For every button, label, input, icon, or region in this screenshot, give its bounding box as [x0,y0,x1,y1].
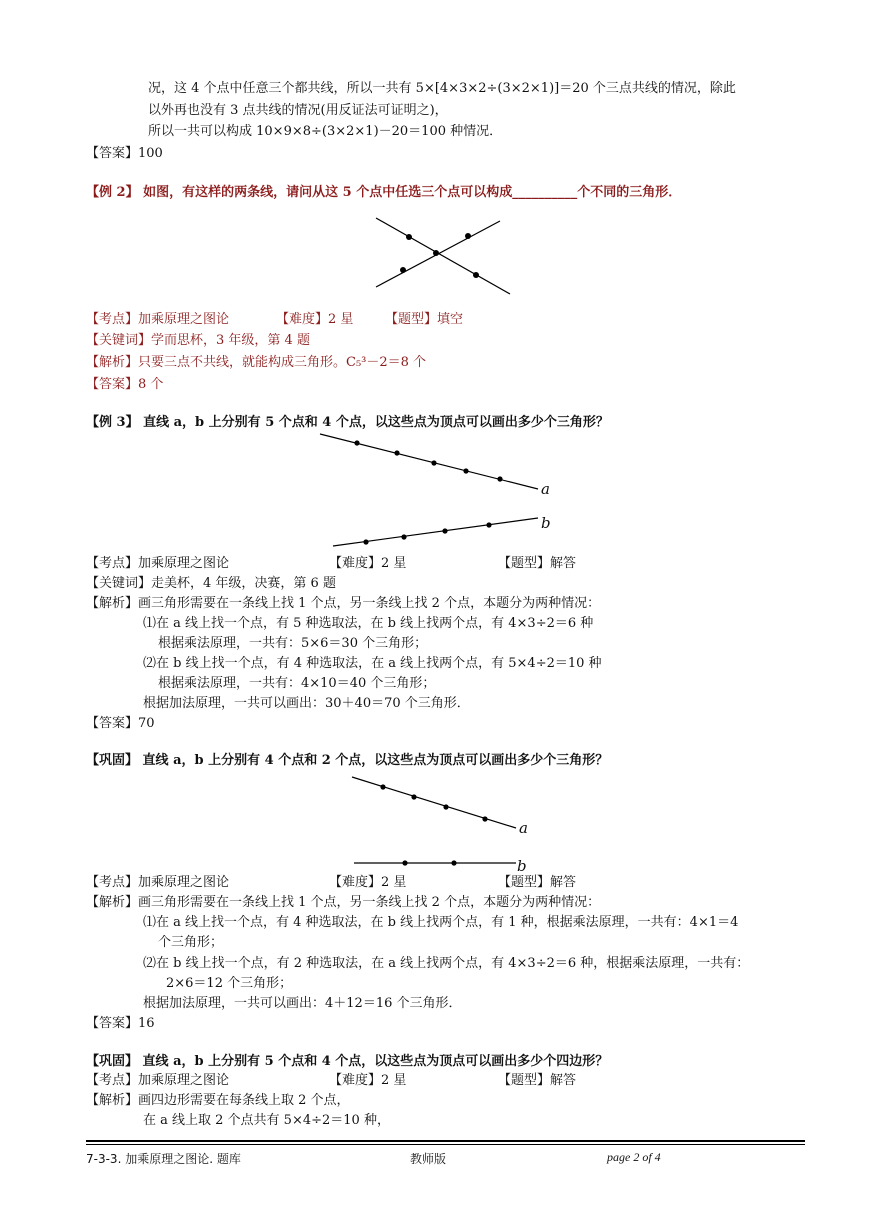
keyword-value: 走美杯，4 年级，决赛，第 6 题 [151,576,336,591]
keyword-tag: 【关键词】 [86,576,152,591]
analysis-line: 个三角形； [158,935,224,950]
answer-row [86,145,163,163]
analysis-text: 只要三点不共线，就能构成三角形。C₅³－2＝8 个 [138,355,427,370]
nandu-tag: 【难度】 [329,556,382,571]
answer-value: 16 [138,1016,155,1031]
question-type [498,555,576,573]
kaodian-tag: 【考点】 [86,875,139,890]
question-text: 直线 a，b 上分别有 5 个点和 4 个点，以这些点为顶点可以画出多少个四边形？ [142,1054,609,1069]
kaodian-tag: 【考点】 [86,556,139,571]
answer-tag: 【答案】 [86,377,139,392]
analysis-line: 根据加法原理，一共可以画出：30＋40＝70 个三角形． [143,696,470,711]
analysis-tag: 【解析】 [86,355,139,370]
tixing-tag: 【题型】 [498,875,551,890]
answer-tag: 【答案】 [86,1016,139,1031]
footer-left: 7-3-3. 加乘原理之图论. 题库 [86,1152,241,1166]
line-b-label: b [541,514,551,532]
analysis-line: 2×6＝12 个三角形； [166,976,293,991]
nandu-value: 2 星 [381,875,407,890]
meta-row [86,1072,229,1090]
question-type [498,1072,576,1090]
analysis-line: 在 a 线上取 2 个点共有 5×4÷2＝10 种， [143,1113,390,1128]
example-3-question [86,414,609,432]
line-b-label: b [517,857,527,875]
nandu-tag: 【难度】 [329,875,382,890]
analysis-tag: 【解析】 [86,895,139,910]
tixing-tag: 【题型】 [385,312,438,327]
analysis-line: ⑴在 a 线上找一个点，有 5 种选取法，在 b 线上找两个点，有 4×3÷2＝6 种 [143,616,594,631]
question-type [498,874,576,892]
answer-blank: __________ [512,185,578,200]
analysis-text: 画三角形需要在一条线上找 1 个点，另一条线上找 2 个点，本题分为两种情况： [138,895,601,910]
analysis-line: 根据加法原理，一共可以画出：4＋12＝16 个三角形． [143,996,462,1011]
kaodian-tag: 【考点】 [86,312,139,327]
answer-row [86,1015,155,1033]
answer-row [86,715,155,733]
answer-value: 8 个 [138,377,164,392]
text-line: 所以一共可以构成 10×9×8÷(3×2×1)－20＝100 种情况． [148,124,503,139]
keyword-row [86,575,336,593]
nandu-value: 2 星 [381,1073,407,1088]
answer-tag: 【答案】 [86,146,139,161]
analysis-row [86,1092,350,1110]
tixing-tag: 【题型】 [498,1073,551,1088]
text-line: 以外再也没有 3 点共线的情况(用反证法可证明之)， [148,103,448,118]
question-text: 直线 a，b 上分别有 4 个点和 2 个点，以这些点为顶点可以画出多少个三角形？ [142,753,609,768]
difficulty [276,311,353,329]
keyword-row [86,332,310,350]
tixing-value: 解答 [550,875,577,890]
meta-row [86,555,229,573]
analysis-tag: 【解析】 [86,1093,139,1108]
line-a-label: a [541,480,550,498]
question-type [385,311,463,329]
text-line: 况，这 4 个点中任意三个都共线，所以一共有 5×[4×3×2÷(3×2×1)]＝20 个三点共线的情况，除此 [148,81,736,96]
example-2-question [86,184,681,202]
kaodian-value: 加乘原理之图论 [138,312,230,327]
nandu-tag: 【难度】 [329,1073,382,1088]
question-text: 如图，有这样的两条线，请问从这 5 个点中任选三个点可以构成 [143,185,513,200]
question-text: 直线 a，b 上分别有 5 个点和 4 个点，以这些点为顶点可以画出多少个三角形？ [143,415,609,430]
analysis-row [86,595,600,613]
answer-row [86,376,163,394]
footer-center: 教师版 [410,1152,447,1166]
consolidation-2-question [86,1053,608,1071]
kaodian-value: 加乘原理之图论 [138,556,230,571]
analysis-line: ⑵在 b 线上找一个点，有 4 种选取法，在 a 线上找两个点，有 5×4÷2＝10 种 [143,656,602,671]
keyword-value: 学而思杯，3 年级，第 4 题 [151,333,310,348]
answer-tag: 【答案】 [86,716,139,731]
nandu-tag: 【难度】 [276,312,329,327]
example-tag: 【例 2】 [86,185,139,200]
difficulty [329,874,406,892]
analysis-row [86,894,600,912]
difficulty [329,555,406,573]
nandu-value: 2 星 [381,556,407,571]
footer-rule-thick [86,1140,805,1142]
tixing-value: 解答 [550,556,577,571]
nandu-value: 2 星 [328,312,354,327]
meta-row [86,311,229,329]
keyword-tag: 【关键词】 [86,333,152,348]
tixing-value: 填空 [437,312,464,327]
example-tag: 【巩固】 [86,753,139,768]
kaodian-value: 加乘原理之图论 [138,875,230,890]
example-tag: 【例 3】 [86,415,139,430]
answer-value: 70 [138,716,155,731]
answer-value: 100 [138,146,163,161]
analysis-line: ⑴在 a 线上找一个点，有 4 种选取法，在 b 线上找两个点，有 1 种，根据乘法原理，一共有：4×1＝4 [143,915,739,930]
consolidation-1-question [86,752,608,770]
question-text-end: 个不同的三角形． [577,185,682,200]
analysis-line: 根据乘法原理，一共有：4×10＝40 个三角形； [158,676,436,691]
analysis-line: ⑵在 b 线上找一个点，有 2 种选取法，在 a 线上找两个点，有 4×3÷2＝6 种，根据乘法原理，一共有： [143,956,750,971]
analysis-text: 画三角形需要在一条线上找 1 个点，另一条线上找 2 个点，本题分为两种情况： [138,596,601,611]
example-tag: 【巩固】 [86,1054,139,1069]
kaodian-value: 加乘原理之图论 [138,1073,230,1088]
analysis-line: 根据乘法原理，一共有：5×6＝30 个三角形； [158,636,428,651]
analysis-tag: 【解析】 [86,596,139,611]
analysis-row [86,354,426,372]
footer-rule-thin [86,1144,805,1145]
difficulty [329,1072,406,1090]
tixing-tag: 【题型】 [498,556,551,571]
footer-page: page 2 of 4 [607,1150,661,1164]
tixing-value: 解答 [550,1073,577,1088]
kaodian-tag: 【考点】 [86,1073,139,1088]
meta-row [86,874,229,892]
analysis-text: 画四边形需要在每条线上取 2 个点， [138,1093,350,1108]
line-a-label: a [519,819,528,837]
